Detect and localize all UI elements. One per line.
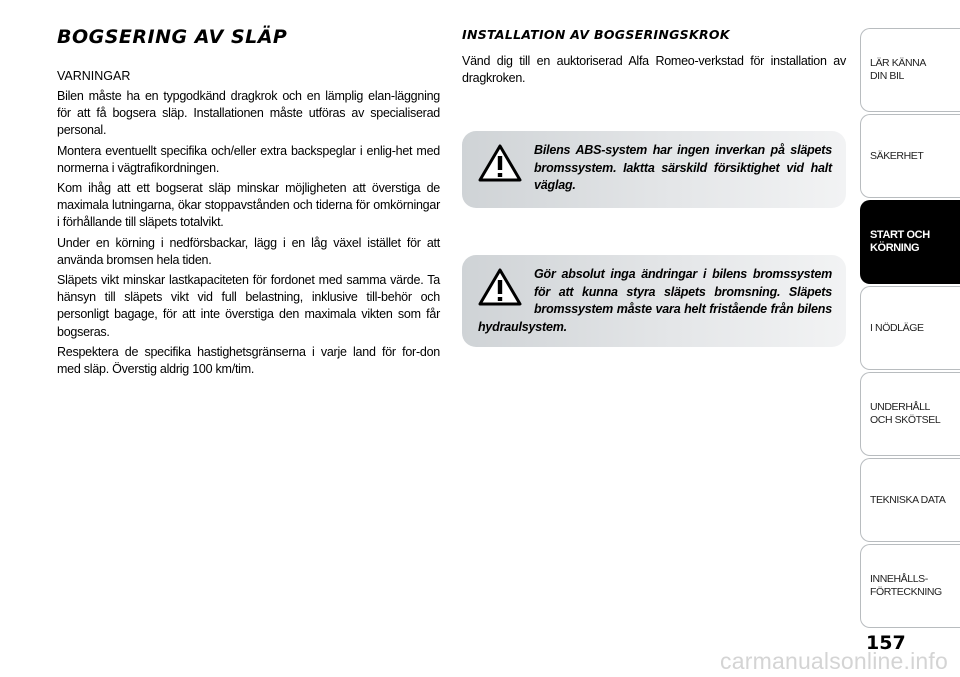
chapter-tabs [860,28,960,630]
paragraph-6: Respektera de specifika hastighetsgränserna i varje land för for-don med släp. Överstig aldrig 100 km/tim. [57,344,440,377]
warning-box-brakes [462,255,846,347]
page-number: 157 [866,632,906,654]
tab-label: SÄKERHET [870,149,924,162]
tab-label: I NÖDLÄGE [870,321,924,334]
tab-lar-kanna-din-bil[interactable] [860,28,960,112]
section-title: BOGSERING AV SLÄP [57,26,288,48]
tab-label: UNDERHÅLL OCH SKÖTSEL [870,401,941,426]
tab-label: START OCH KÖRNING [870,229,930,254]
warning-triangle-icon [478,268,522,306]
subsection-title: INSTALLATION AV BOGSERINGSKROK [462,27,730,42]
tab-label: TEKNISKA DATA [870,493,946,506]
tab-innehallsforteckning[interactable] [860,544,960,628]
tab-start-och-korning[interactable] [860,200,960,284]
tab-sakerhet[interactable] [860,114,960,198]
tab-underhall-och-skotsel[interactable] [860,372,960,456]
tab-i-nodlage[interactable] [860,286,960,370]
paragraph-4: Under en körning i nedförsbackar, lägg i en låg växel istället för att använda bromsen hela tiden. [57,235,440,267]
paragraph-3: Kom ihåg att ett bogserat släp minskar möjligheten att överstiga de maximala lutningarna, ökar stoppavstånden och tiderna för omkörningar i förhållande till släpets totalvikt. [57,181,440,230]
paragraph-5: Släpets vikt minskar lastkapaciteten för fordonet med samma värde. Ta hänsyn till släpets vikt vid full belastning, inklusive till-behör och personligt bagage, för att inte överstiga den maximala vikten som får bogseras. [57,273,440,339]
watermark: carmanualsonline.info [720,648,948,674]
paragraph-1: Bilen måste ha en typgodkänd dragkrok och en lämplig elan-läggning för att få bogsera släp. Installationen måste utföras av specialiserad personal. [57,89,440,138]
intro-paragraph: Vänd dig till en auktoriserad Alfa Romeo-verkstad för installation av dragkroken. [462,54,846,86]
paragraph-2: Montera eventuellt specifika och/eller extra backspeglar i enlig-het med normerna i vägtrafikordningen. [57,143,440,175]
tab-tekniska-data[interactable] [860,458,960,542]
tab-label: LÄR KÄNNA DIN BIL [870,57,926,82]
tab-label: INNEHÅLLS- FÖRTECKNING [870,573,942,598]
right-column [462,26,846,90]
warning-box-abs [462,131,846,208]
warning-triangle-icon [478,144,522,182]
warning-text-abs: Bilens ABS-system har ingen inverkan på släpets bromssystem. Iaktta särskild försiktighet vid halt väglag. [534,143,832,192]
left-column [57,24,440,381]
warning-text-brakes: Gör absolut inga ändringar i bilens bromssystem för att kunna styra släpets bromsning. Släpets bromssystem måste vara helt fristående från bilens hydraulsystem. [478,267,832,334]
warnings-label: VARNINGAR [57,69,131,83]
